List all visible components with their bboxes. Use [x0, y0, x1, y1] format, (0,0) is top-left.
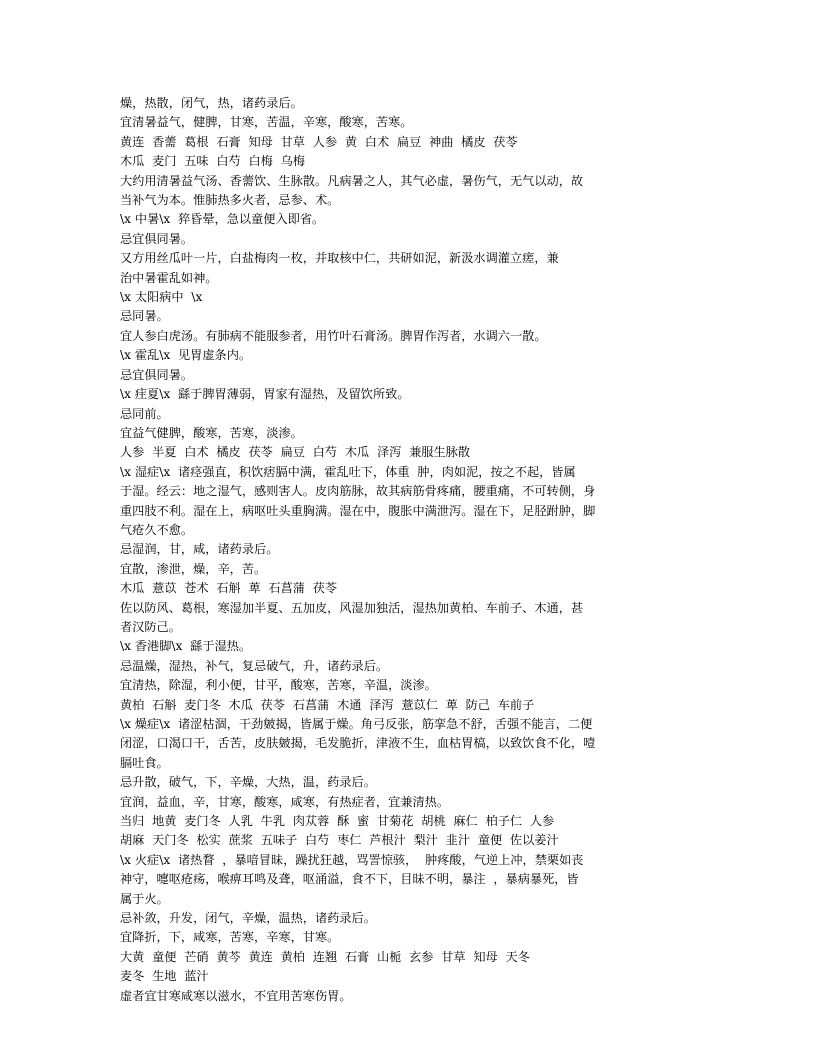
text-line: 宜散，渗泄，燥，辛，苦。	[120, 561, 267, 576]
text-line: 木瓜 麦门 五味 白芍 白梅 乌梅	[120, 154, 305, 169]
text-line: 忌同前。	[120, 406, 169, 421]
text-line: 神守，嚏呕疮疡，喉痹耳鸣及聋，呕涌溢，食不下，目昧不明，暴注 ，暴病暴死，皆	[120, 872, 579, 887]
text-line: \x 疰夏\x 繇于脾胃薄弱，胃家有湿热，及留饮所致。	[120, 387, 410, 402]
text-line: 大约用清暑益气汤、香薷饮、生脉散。凡病暑之人，其气必虚，暑伤气，无气以动，故	[120, 173, 584, 188]
text-line: 忌宜俱同暑。	[120, 231, 194, 246]
text-line: 忌宜俱同暑。	[120, 367, 194, 382]
text-line: 当补气为本。惟肺热多火者，忌参、术。	[120, 193, 340, 208]
text-line: 忌升散，破气，下，辛燥，大热，温，药录后。	[120, 775, 376, 790]
text-line: \x 香港脚\x 繇于湿热。	[120, 639, 252, 654]
text-line: 气疮久不愈。	[120, 522, 194, 537]
text-line: \x 中暑\x 猝昏晕，急以童便入即省。	[120, 212, 325, 227]
text-line: 宜润，益血，辛，甘寒，酸寒，咸寒，有热症者，宜兼清热。	[120, 794, 450, 809]
text-line: 忌湿润，甘，咸，诸药录后。	[120, 542, 279, 557]
text-line: 宜降折，下，咸寒，苦寒，辛寒，甘寒。	[120, 930, 340, 945]
text-line: 人参 半夏 白术 橘皮 茯苓 扁豆 白芍 木瓜 泽泻 兼服生脉散	[120, 445, 471, 460]
text-line: 佐以防风、葛根，寒湿加半夏、五加皮，风湿加独活，湿热加黄柏、车前子、木通，甚	[120, 600, 584, 615]
text-line: \x 霍乱\x 见胃虚条内。	[120, 348, 252, 363]
text-line: 忌温燥，湿热，补气，复忌破气，升，诸药录后。	[120, 658, 389, 673]
text-line: 于湿。经云：地之湿气，感则害人。皮肉筋脉，故其病筋骨疼痛，腰重痛，不可转侧，身	[120, 484, 596, 499]
text-line: 忌补敛，升发，闭气，辛燥，温热，诸药录后。	[120, 911, 376, 926]
text-line: 宜清热，除湿，利小便，甘平，酸寒，苦寒，辛温，淡渗。	[120, 678, 437, 693]
text-line: 者汉防己。	[120, 619, 181, 634]
text-line: 重四肢不利。湿在上，病呕吐头重胸满。湿在中，腹胀中满泄泻。湿在下，足胫跗肿，脚	[120, 503, 596, 518]
text-line: 大黄 童便 芒硝 黄芩 黄连 黄柏 连翘 石膏 山栀 玄参 甘草 知母 天冬	[120, 949, 530, 964]
text-line: 黄柏 石斛 麦门冬 木瓜 茯苓 石菖蒲 木通 泽泻 薏苡仁 萆 防己 车前子	[120, 697, 535, 712]
text-line: \x 火症\x 诸热瞀 ，暴喑冒昧，躁扰狂越，骂詈惊骇， 肿疼酸，气逆上冲，禁栗如丧	[120, 852, 584, 867]
text-line: \x 太阳病中 \x	[120, 290, 203, 305]
text-line: 当归 地黄 麦门冬 人乳 牛乳 肉苁蓉 酥 蜜 甘菊花 胡桃 麻仁 柏子仁 人参	[120, 814, 555, 829]
text-line: 治中暑霍乱如神。	[120, 270, 218, 285]
text-line: 虚者宜甘寒咸寒以滋水，不宜用苦寒伤胃。	[120, 988, 352, 1003]
text-line: 忌同暑。	[120, 309, 169, 324]
text-line: 宜人参白虎汤。有肺病不能服参者，用竹叶石膏汤。脾胃作泻者，水调六一散。	[120, 328, 547, 343]
text-line: \x 湿症\x 诸痉强直，积饮痞膈中满，霍乱吐下，体重 肿，肉如泥，按之不起，皆属	[120, 464, 576, 479]
text-line: 燥，热散，闭气，热，诸药录后。	[120, 96, 303, 110]
text-line: 木瓜 薏苡 苍术 石斛 萆 石菖蒲 茯苓	[120, 581, 338, 596]
document-page	[120, 94, 680, 1006]
text-line: 属于火。	[120, 891, 169, 906]
text-line: 宜清暑益气，健脾，甘寒，苦温，辛寒，酸寒，苦寒。	[120, 115, 413, 130]
text-line: 胡麻 天门冬 松实 蔗浆 五味子 白芍 枣仁 芦根汁 梨汁 韭汁 童便 佐以姜汁	[120, 833, 559, 848]
text-line: 麦冬 生地 蓝汁	[120, 969, 209, 984]
text-line: 又方用丝瓜叶一片，白盐梅肉一枚，并取核中仁，共研如泥，新汲水调灌立瘥，兼	[120, 251, 559, 266]
text-line: 宜益气健脾，酸寒，苦寒，淡渗。	[120, 425, 303, 440]
text-line: 黄连 香薷 葛根 石膏 知母 甘草 人参 黄 白术 扁豆 神曲 橘皮 茯苓	[120, 134, 518, 149]
text-line: \x 燥症\x 诸涩枯涸，干劲皴揭，皆属于燥。角弓反张，筋挛急不舒，舌强不能言，二便	[120, 717, 593, 731]
text-line: 闭涩，口渴口干，舌苦，皮肤皴揭，毛发脆折，津液不生，血枯胃槁，以致饮食不化，噎	[120, 736, 596, 751]
text-line: 膈吐食。	[120, 755, 169, 770]
